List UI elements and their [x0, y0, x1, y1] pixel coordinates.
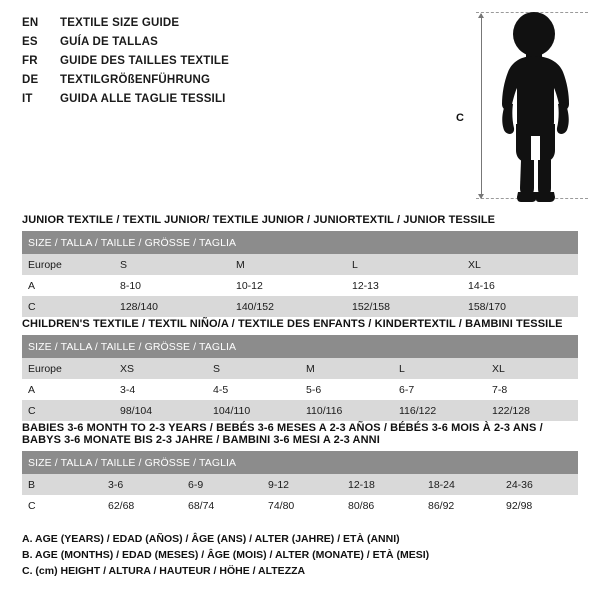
cell: L: [393, 358, 486, 379]
table-row: [22, 495, 578, 516]
cell: 152/158: [346, 296, 462, 317]
table-row: [22, 275, 578, 296]
cell: 6-7: [393, 379, 486, 400]
cell: 86/92: [422, 495, 500, 516]
row-label-europe: Europe: [22, 254, 114, 275]
header-title-de: TEXTILGRÖßENFÜHRUNG: [60, 74, 211, 86]
cell: 4-5: [207, 379, 300, 400]
cell: 80/86: [342, 495, 422, 516]
legend-line-c: C. (cm) HEIGHT / ALTURA / HAUTEUR / HÖHE / ALTEZZA: [22, 565, 306, 577]
row-label-c: C: [22, 400, 114, 421]
cell: 12-13: [346, 275, 462, 296]
header-title-en: TEXTILE SIZE GUIDE: [60, 17, 180, 29]
cell: 3-4: [114, 379, 207, 400]
header-title-it: GUIDA ALLE TAGLIE TESSILI: [60, 93, 226, 105]
cell: 98/104: [114, 400, 207, 421]
cell: 68/74: [182, 495, 262, 516]
table-children: [22, 335, 578, 421]
row-label-c: C: [22, 296, 114, 317]
cell: XL: [486, 358, 578, 379]
cell: 140/152: [230, 296, 346, 317]
table-babies-band-row: [22, 451, 578, 474]
cell: 110/116: [300, 400, 393, 421]
section-babies-title-line1: BABIES 3-6 MONTH TO 2-3 YEARS / BEBÉS 3-6 MESES A 2-3 AÑOS / BÉBÉS 3-6 MOIS À 2-3 ANS /: [22, 422, 543, 434]
header-row-de: [22, 71, 442, 90]
table-row: [22, 296, 578, 317]
cell: L: [346, 254, 462, 275]
cell: XL: [462, 254, 578, 275]
table-children-band-row: [22, 335, 578, 358]
figure-measure-label: C: [456, 112, 464, 124]
measurement-figure: [440, 8, 590, 203]
cell: 74/80: [262, 495, 342, 516]
cell: 14-16: [462, 275, 578, 296]
cell: 6-9: [182, 474, 262, 495]
cell: S: [114, 254, 230, 275]
header-row-fr: [22, 52, 442, 71]
legend-line-a: A. AGE (YEARS) / EDAD (AÑOS) / ÂGE (ANS) / ALTER (JAHRE) / ETÀ (ANNI): [22, 533, 400, 545]
section-babies-title-line2: BABYS 3-6 MONATE BIS 2-3 JAHRE / BAMBINI 3-6 MESI A 2-3 ANNI: [22, 434, 380, 446]
header-lang-code-en: EN: [22, 17, 39, 29]
cell: 116/122: [393, 400, 486, 421]
toddler-silhouette-icon: [488, 10, 584, 202]
row-label-europe: Europe: [22, 358, 114, 379]
figure-height-arrow: [481, 14, 482, 198]
cell: 122/128: [486, 400, 578, 421]
row-label-b: B: [22, 474, 102, 495]
header-lang-code-fr: FR: [22, 55, 38, 67]
cell: 9-12: [262, 474, 342, 495]
section-babies: [22, 422, 578, 516]
table-row: [22, 474, 578, 495]
cell: XS: [114, 358, 207, 379]
header-lang-code-de: DE: [22, 74, 39, 86]
header-title-fr: GUIDE DES TAILLES TEXTILE: [60, 55, 229, 67]
cell: 104/110: [207, 400, 300, 421]
cell: M: [300, 358, 393, 379]
cell: 24-36: [500, 474, 578, 495]
cell: S: [207, 358, 300, 379]
legend: [22, 531, 578, 579]
cell: 3-6: [102, 474, 182, 495]
cell: 7-8: [486, 379, 578, 400]
row-label-c: C: [22, 495, 102, 516]
section-children: [22, 318, 578, 421]
cell: 5-6: [300, 379, 393, 400]
header-row-it: [22, 90, 442, 109]
table-babies-band-label: SIZE / TALLA / TAILLE / GRÖSSE / TAGLIA: [22, 451, 578, 474]
header-lang-code-es: ES: [22, 36, 38, 48]
header-title-es: GUÍA DE TALLAS: [60, 36, 158, 48]
header-row-es: [22, 33, 442, 52]
table-row: [22, 379, 578, 400]
section-babies-title: [22, 422, 578, 446]
legend-line-b: B. AGE (MONTHS) / EDAD (MESES) / ÂGE (MOIS) / ALTER (MONATE) / ETÀ (MESI): [22, 549, 430, 561]
cell: 10-12: [230, 275, 346, 296]
table-row: [22, 254, 578, 275]
cell: 92/98: [500, 495, 578, 516]
table-junior-band-row: [22, 231, 578, 254]
cell: 128/140: [114, 296, 230, 317]
table-row: [22, 400, 578, 421]
header-language-list: [22, 14, 442, 109]
section-junior: [22, 214, 578, 317]
table-junior-band-label: SIZE / TALLA / TAILLE / GRÖSSE / TAGLIA: [22, 231, 578, 254]
row-label-a: A: [22, 379, 114, 400]
cell: 158/170: [462, 296, 578, 317]
table-children-band-label: SIZE / TALLA / TAILLE / GRÖSSE / TAGLIA: [22, 335, 578, 358]
section-children-title: CHILDREN'S TEXTILE / TEXTIL NIÑO/A / TEXTILE DES ENFANTS / KINDERTEXTIL / BAMBINI TESSILE: [22, 318, 563, 330]
table-row: [22, 358, 578, 379]
table-babies: [22, 451, 578, 516]
cell: 12-18: [342, 474, 422, 495]
header-row-en: [22, 14, 442, 33]
cell: 18-24: [422, 474, 500, 495]
cell: 8-10: [114, 275, 230, 296]
cell: M: [230, 254, 346, 275]
row-label-a: A: [22, 275, 114, 296]
cell: 62/68: [102, 495, 182, 516]
table-junior: [22, 231, 578, 317]
section-junior-title: JUNIOR TEXTILE / TEXTIL JUNIOR/ TEXTILE JUNIOR / JUNIORTEXTIL / JUNIOR TESSILE: [22, 214, 496, 226]
header-lang-code-it: IT: [22, 93, 33, 105]
